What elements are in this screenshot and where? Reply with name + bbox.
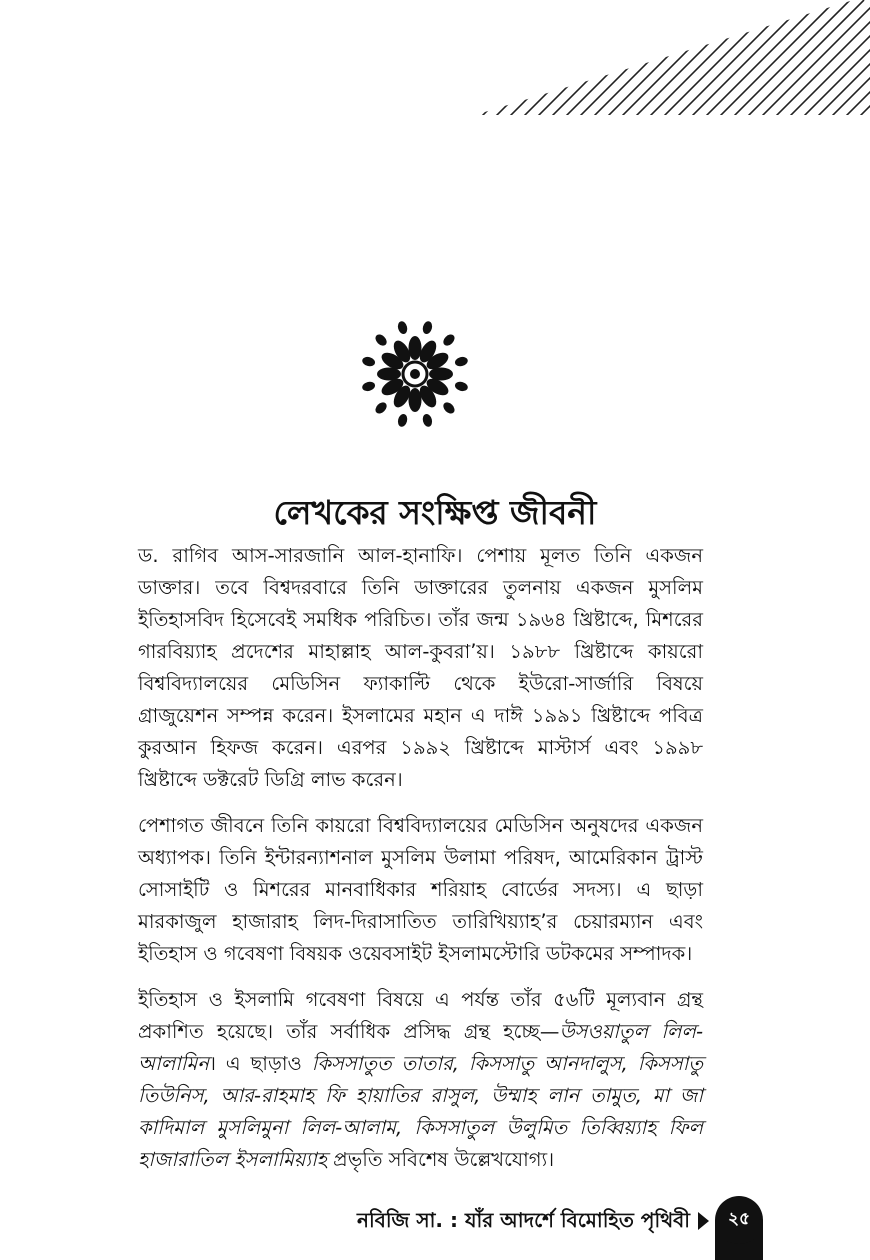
paragraph-2: পেশাগত জীবনে তিনি কায়রো বিশ্ববিদ্যালয়ের মেডিসিন অনুষদের একজন অধ্যাপক। তিনি ইন্টারন্যাশনাল মুসলিম উলামা পরিষদ, আমেরিকান ট্রাস্ট সোসাইটি ও মিশরের মানবাধিকার শরিয়াহ বোর্ডের সদস্য। এ ছাড়া মারকাজুল হাজারাহ লিদ-দিরাসাতিত তারিখিয়্যাহ’র চেয়ারম্যান এবং ইতিহাস ও গবেষণা বিষয়ক ওয়েবসাইট ইসলামস্টোরি ডটকমের সম্পাদক। (138, 814, 703, 965)
book-list-italic: কিসসাতুত তাতার, কিসসাতু আনদালুস, কিসসাতু তিউনিস, আর-রাহমাহ ফি হায়াতির রাসুল, উম্মাহ লান তামুত, মা জা কাদিমাল মুসলিমুনা লিল-আলাম, কিসসাতুল উলুমিত তিব্বিয়্যাহ ফিল হাজারাতিল ইসলামিয়্যাহ (138, 1052, 703, 1171)
page-footer (0, 1196, 870, 1260)
paragraph-3 (138, 984, 703, 1176)
arrow-right-icon (698, 1212, 709, 1230)
page-number-badge: ২৫ (715, 1196, 763, 1244)
page-title: লেখকের সংক্ষিপ্ত জীবনী (273, 493, 597, 532)
flower-ornament-icon (360, 318, 470, 430)
paragraph-3-intro: ইতিহাস ও ইসলামি গবেষণা বিষয়ে এ পর্যন্ত তাঁর ৫৬টি মূল্যবান গ্রন্থ প্রকাশিত হয়েছে। তাঁর সর্বাধিক প্রসিদ্ধ গ্রন্থ হচ্ছে— (138, 988, 703, 1043)
paragraph-3-outro: প্রভৃতি সবিশেষ উল্লেখযোগ্য। (326, 1148, 555, 1171)
paragraph-1: ড. রাগিব আস-সারজানি আল-হানাফি। পেশায় মূলত তিনি একজন ডাক্তার। তবে বিশ্বদরবারে তিনি ডাক্তারের তুলনায় একজন মুসলিম ইতিহাসবিদ হিসেবেই সমধিক পরিচিত। তাঁর জন্ম ১৯৬৪ খ্রিষ্টাব্দে, মিশরের গারবিয়্যাহ প্রদেশের মাহাল্লাহ আল-কুবরা’য়। ১৯৮৮ খ্রিষ্টাব্দে কায়রো বিশ্ববিদ্যালয়ের মেডিসিন ফ্যাকাল্টি থেকে ইউরো-সার্জারি বিষয়ে গ্রাজুয়েশন সম্পন্ন করেন। ইসলামের মহান এ দাঈ ১৯৯১ খ্রিষ্টাব্দে পবিত্র কুরআন হিফজ করেন। এরপর ১৯৯২ খ্রিষ্টাব্দে মাস্টার্স এবং ১৯৯৮ খ্রিষ্টাব্দে ডক্টরেট ডিগ্রি লাভ করেন। (138, 544, 703, 791)
biography-text (138, 540, 703, 1190)
paragraph-3-middle: । এ ছাড়াও (208, 1052, 312, 1075)
footer-book-title: নবিজি সা. : যাঁর আদর্শে বিমোহিত পৃথিবী (357, 1208, 690, 1232)
corner-stripes-decoration (0, 0, 870, 130)
book-title-italic: উসওয়াতুল লিল-আলামিন (138, 1020, 703, 1075)
